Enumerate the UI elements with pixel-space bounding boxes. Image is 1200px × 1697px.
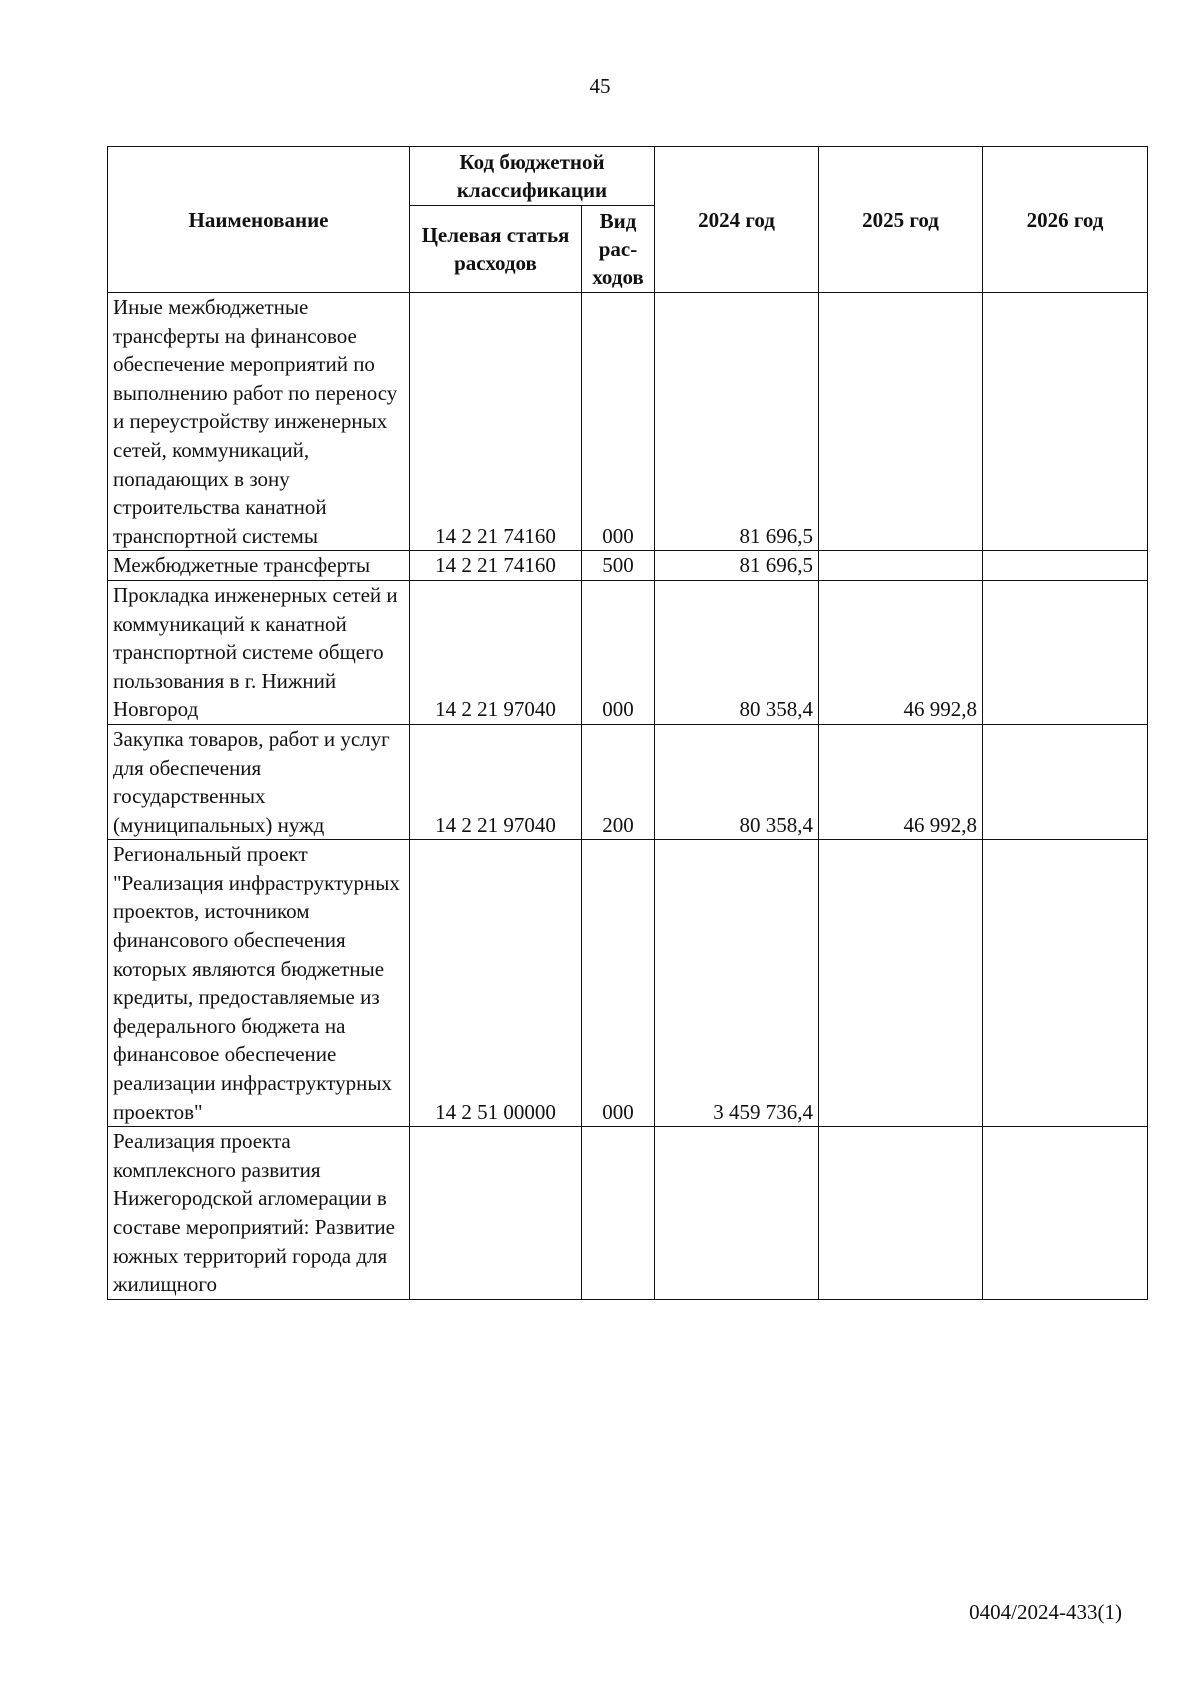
row-amount-2025 — [819, 551, 983, 581]
row-amount-2025: 46 992,8 — [819, 724, 983, 839]
header-2024: 2024 год — [655, 147, 819, 293]
row-target-code: 14 2 21 74160 — [410, 551, 582, 581]
row-amount-2024: 81 696,5 — [655, 293, 819, 551]
row-expense-type: 000 — [582, 580, 655, 724]
row-amount-2024: 80 358,4 — [655, 580, 819, 724]
row-target-code — [410, 1127, 582, 1300]
table-row — [108, 580, 1148, 724]
row-target-code: 14 2 21 97040 — [410, 580, 582, 724]
table-row — [108, 1127, 1148, 1300]
row-amount-2024: 81 696,5 — [655, 551, 819, 581]
row-amount-2026 — [983, 551, 1148, 581]
row-amount-2026 — [983, 580, 1148, 724]
row-amount-2026 — [983, 293, 1148, 551]
row-amount-2026 — [983, 724, 1148, 839]
row-target-code: 14 2 21 74160 — [410, 293, 582, 551]
header-name: Наименование — [108, 147, 410, 293]
row-name: Прокладка инженерных сетей и коммуникаций к канатной транспортной системе общего пользования в г. Нижний Новгород — [108, 580, 410, 724]
row-name: Региональный проект "Реализация инфраструктурных проектов, источником финансового обеспечения которых являются бюджетные кредиты, предоставляемые из федерального бюджета на финансовое обеспечение реализации инфраструктурных проектов" — [108, 840, 410, 1127]
row-expense-type: 000 — [582, 293, 655, 551]
row-amount-2026 — [983, 1127, 1148, 1300]
row-name: Иные межбюджетные трансферты на финансовое обеспечение мероприятий по выполнению работ по переносу и переустройству инженерных сетей, коммуникаций, попадающих в зону строительства канатной транспортной системы — [108, 293, 410, 551]
row-name: Реализация проекта комплексного развития Нижегородской агломерации в составе мероприятий: Развитие южных территорий города для жилищного — [108, 1127, 410, 1300]
row-amount-2025: 46 992,8 — [819, 580, 983, 724]
row-target-code: 14 2 21 97040 — [410, 724, 582, 839]
row-expense-type: 000 — [582, 840, 655, 1127]
header-2026: 2026 год — [983, 147, 1148, 293]
row-amount-2024: 80 358,4 — [655, 724, 819, 839]
row-expense-type: 500 — [582, 551, 655, 581]
row-amount-2024: 3 459 736,4 — [655, 840, 819, 1127]
row-target-code: 14 2 51 00000 — [410, 840, 582, 1127]
document-code: 0404/2024-433(1) — [969, 1600, 1122, 1624]
header-kbk: Код бюджетной классификации — [410, 147, 655, 206]
row-expense-type — [582, 1127, 655, 1300]
header-expense-type: Вид рас-ходов — [582, 206, 655, 293]
row-amount-2025 — [819, 1127, 983, 1300]
row-amount-2026 — [983, 840, 1148, 1127]
row-amount-2025 — [819, 840, 983, 1127]
row-expense-type: 200 — [582, 724, 655, 839]
row-amount-2024 — [655, 1127, 819, 1300]
table-row — [108, 293, 1148, 551]
table-row — [108, 724, 1148, 839]
page-number: 45 — [589, 74, 611, 98]
row-amount-2025 — [819, 293, 983, 551]
table-row — [108, 551, 1148, 581]
table-header — [108, 147, 1148, 293]
table-row — [108, 840, 1148, 1127]
header-2025: 2025 год — [819, 147, 983, 293]
budget-table — [107, 146, 1148, 1300]
header-target-article: Целевая статья расходов — [410, 206, 582, 293]
row-name: Межбюджетные трансферты — [108, 551, 410, 581]
row-name: Закупка товаров, работ и услуг для обеспечения государственных (муниципальных) нужд — [108, 724, 410, 839]
